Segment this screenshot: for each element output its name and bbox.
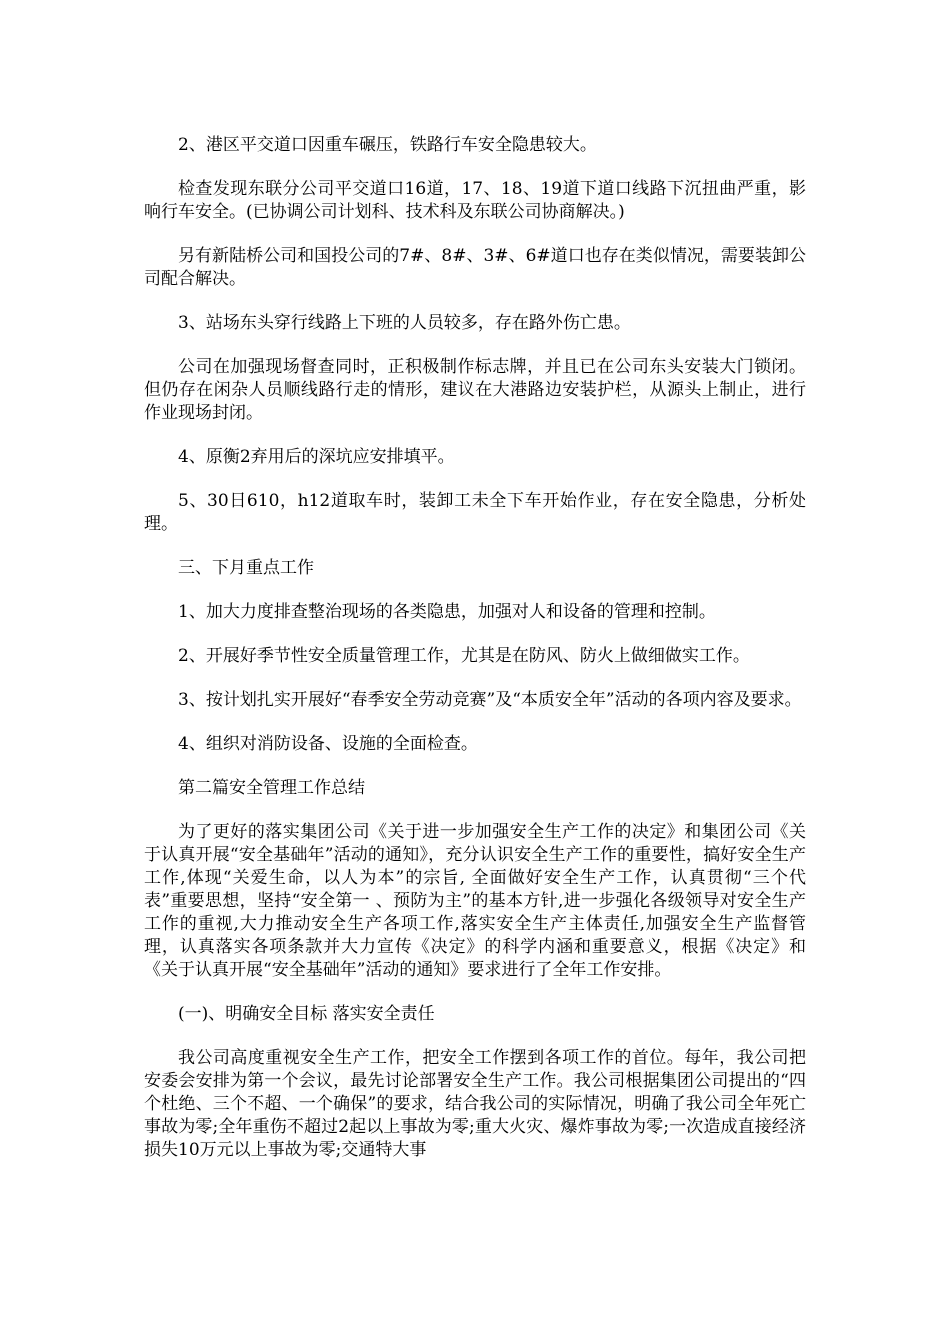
paragraph-12: 4、组织对消防设备、设施的全面检查。: [178, 734, 478, 754]
paragraph-6: 4、原衡2弃用后的深坑应安排填平。: [178, 447, 455, 467]
paragraph-10: 2、开展好季节性安全质量管理工作，尤其是在防风、防火上做细做实工作。: [178, 646, 750, 666]
paragraph-1: 2、港区平交道口因重车碾压，铁路行车安全隐患较大。: [178, 135, 597, 155]
article-title-second: 第二篇安全管理工作总结: [178, 778, 365, 798]
paragraph-16: 我公司高度重视安全生产工作，把安全工作摆到各项工作的首位。每年，我公司把安委会安排为第一个会议，最先讨论部署安全生产工作。我公司根据集团公司提出的“四个杜绝、三个不超、一个确保”的要求，结合我公司的实际情况，明确了我公司全年死亡事故为零;全年重伤不超过2起以上事故为零;重大火灾、爆炸事故为零;一次造成直接经济损失10万元以上事故为零;交通特大事: [144, 1048, 806, 1160]
paragraph-3: 另有新陆桥公司和国投公司的7#、8#、3#、6#道口也存在类似情况，需要装卸公司配合解决。: [144, 246, 806, 289]
paragraph-2: 检查发现东联分公司平交道口16道，17、18、19道下道口线路下沉扭曲严重，影响行车安全。(已协调公司计划科、技术科及东联公司协商解决。): [144, 179, 806, 222]
paragraph-5: 公司在加强现场督查同时，正积极制作标志牌，并且已在公司东头安装大门锁闭。但仍存在闲杂人员顺线路行走的情形，建议在大港路边安装护栏，从源头上制止，进行作业现场封闭。: [144, 357, 806, 423]
paragraph-9: 1、加大力度排查整治现场的各类隐患，加强对人和设备的管理和控制。: [178, 602, 716, 622]
paragraph-7: 5、30日610，h12道取车时，装卸工未全下车开始作业，存在安全隐患，分析处理。: [144, 491, 806, 534]
section-heading-goals: (一)、明确安全目标 落实安全责任: [178, 1004, 435, 1024]
paragraph-11: 3、按计划扎实开展好“春季安全劳动竞赛”及“本质安全年”活动的各项内容及要求。: [178, 690, 802, 710]
section-heading-next-month: 三、下月重点工作: [178, 558, 314, 578]
paragraph-14: 为了更好的落实集团公司《关于进一步加强安全生产工作的决定》和集团公司《关于认真开展“安全基础年”活动的通知》，充分认识安全生产工作的重要性，搞好安全生产工作,体现“关爱生命，以人为本”的宗旨, 全面做好安全生产工作，认真贯彻“三个代表”重要思想，坚持“安全第一 、预防为主”的基本方针,进一步强化各级领导对安全生产工作的重视,大力推动安全生产各项工作,落实安全生产主体责任,加强安全生产监督管理，认真落实各项条款并大力宣传《决定》的科学内涵和重要意义，根据《决定》和《关于认真开展“安全基础年”活动的通知》要求进行了全年工作安排。: [144, 822, 806, 980]
document-page: [144, 134, 806, 1162]
paragraph-4: 3、站场东头穿行线路上下班的人员较多，存在路外伤亡患。: [178, 313, 631, 333]
